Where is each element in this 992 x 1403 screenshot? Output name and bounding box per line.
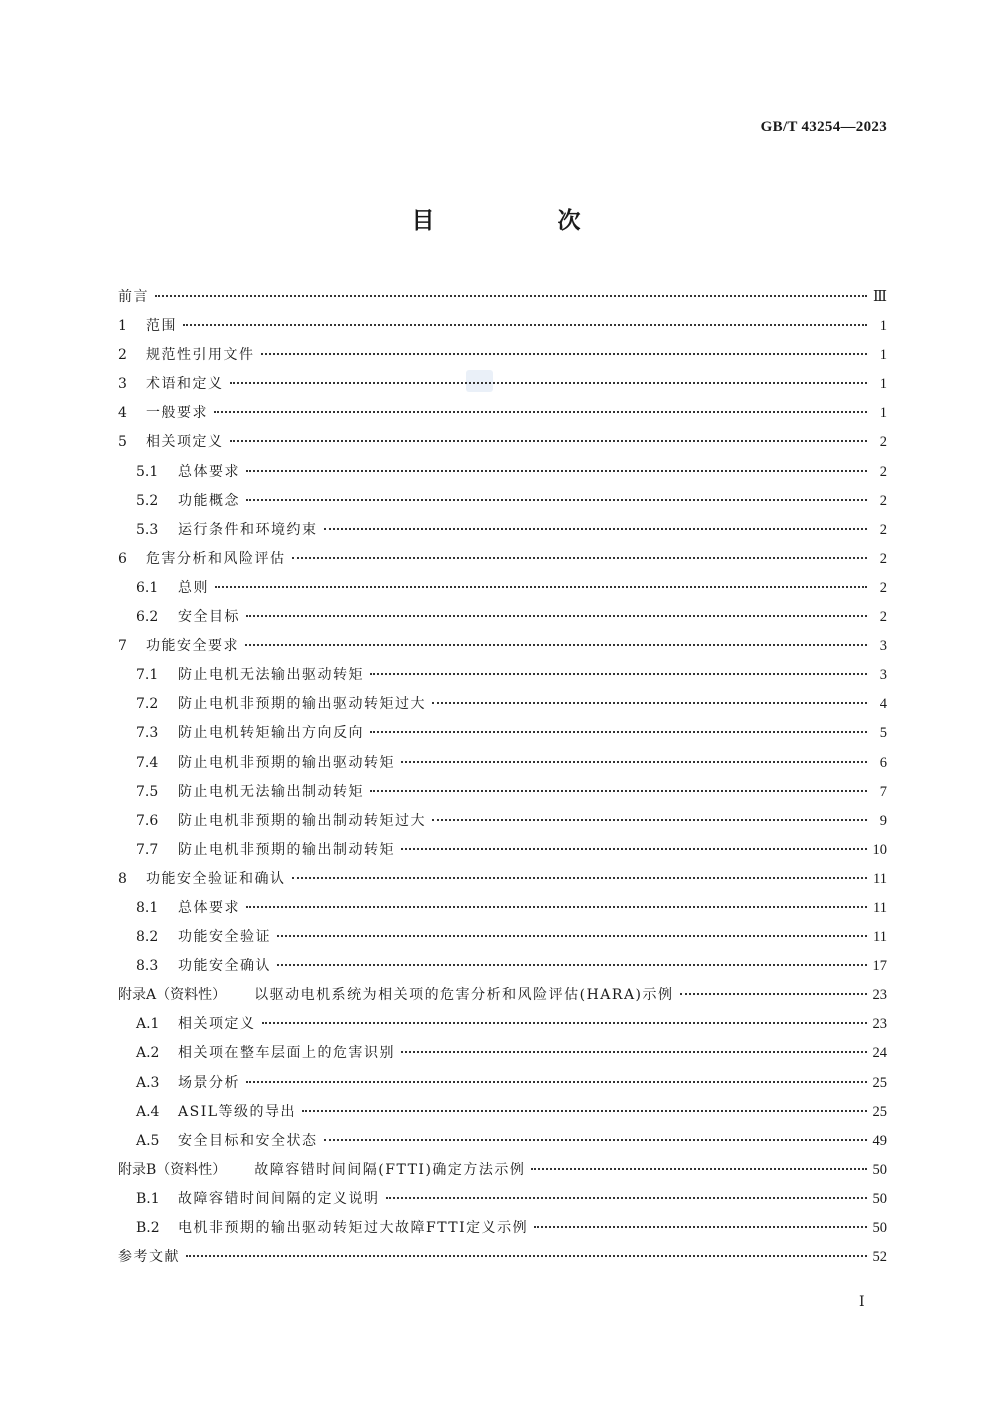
- toc-entry-label: 运行条件和环境约束: [178, 521, 318, 538]
- toc-entry-label: 防止电机非预期的输出驱动转矩: [178, 754, 395, 771]
- toc-entry-label: 危害分析和风险评估: [146, 550, 286, 567]
- toc-entry[interactable]: [118, 545, 887, 574]
- toc-entry[interactable]: [118, 807, 887, 836]
- toc-entry[interactable]: [118, 603, 887, 632]
- toc-entry-label: 总体要求: [178, 899, 240, 916]
- table-of-contents: [118, 283, 887, 1272]
- toc-entry-label: 范围: [146, 318, 177, 335]
- toc-entry-label: 相关项定义: [146, 434, 224, 451]
- toc-entry-label: ASIL等级的导出: [178, 1103, 297, 1120]
- toc-entry-page: 4: [879, 696, 887, 713]
- toc-entry-page: 9: [879, 812, 887, 829]
- toc-entry[interactable]: [118, 894, 887, 923]
- toc-entry-label: 总则: [178, 579, 209, 596]
- dot-leader: [215, 586, 867, 588]
- toc-entry[interactable]: [118, 1010, 887, 1039]
- toc-entry[interactable]: [118, 370, 887, 399]
- standard-code: GB/T 43254—2023: [760, 119, 887, 135]
- dot-leader: [324, 528, 868, 530]
- toc-entry[interactable]: [118, 778, 887, 807]
- dot-leader: [246, 906, 867, 908]
- dot-leader: [245, 644, 867, 646]
- dot-leader: [432, 819, 867, 821]
- toc-entry-number: 5.3: [136, 521, 159, 538]
- toc-entry[interactable]: [118, 865, 887, 894]
- toc-entry-page: 10: [872, 841, 887, 858]
- toc-entry-label: 相关项在整车层面上的危害识别: [178, 1045, 395, 1062]
- toc-entry-number: 7.5: [136, 783, 159, 800]
- toc-entry[interactable]: [118, 1098, 887, 1127]
- dot-leader: [432, 702, 867, 704]
- toc-entry[interactable]: [118, 632, 887, 661]
- toc-entry-number: B.1: [136, 1190, 160, 1207]
- dot-leader: [292, 877, 868, 879]
- toc-entry[interactable]: [118, 1039, 887, 1068]
- toc-entry[interactable]: [118, 312, 887, 341]
- toc-entry-number: A.4: [136, 1103, 160, 1120]
- toc-entry[interactable]: [118, 661, 887, 690]
- toc-entry[interactable]: [118, 428, 887, 457]
- toc-entry-page: 2: [879, 434, 887, 451]
- toc-entry-label: 功能安全要求: [146, 638, 239, 655]
- toc-entry-number: 6.2: [136, 609, 159, 626]
- toc-entry-label: 术语和定义: [146, 376, 224, 393]
- toc-entry-number: 7.1: [136, 667, 159, 684]
- toc-entry-page: 25: [872, 1074, 887, 1091]
- toc-entry-page: 1: [879, 376, 887, 393]
- toc-entry-number: 3: [118, 376, 127, 393]
- toc-entry-label: 安全目标: [178, 609, 240, 626]
- toc-entry-page: 50: [872, 1161, 887, 1178]
- toc-entry[interactable]: [118, 923, 887, 952]
- toc-entry-number: 8: [118, 870, 127, 887]
- toc-entry-number: 7.4: [136, 754, 159, 771]
- toc-entry-label: 故障容错时间间隔(FTTI)确定方法示例: [254, 1161, 526, 1178]
- toc-entry-page: 50: [872, 1220, 887, 1236]
- toc-entry-label: 一般要求: [146, 405, 208, 422]
- toc-entry-page: 23: [872, 987, 887, 1004]
- toc-entry-label: 安全目标和安全状态: [178, 1132, 318, 1149]
- toc-entry[interactable]: [118, 283, 887, 312]
- toc-entry[interactable]: [118, 341, 887, 370]
- toc-entry[interactable]: [118, 1243, 887, 1272]
- dot-leader: [401, 1051, 867, 1053]
- toc-entry-number: 1: [118, 318, 127, 335]
- toc-entry-page: 23: [872, 1016, 887, 1033]
- toc-entry-number: 5: [118, 434, 127, 451]
- toc-entry-number: 5.1: [136, 463, 159, 480]
- toc-entry-label: 功能安全验证和确认: [146, 870, 286, 887]
- dot-leader: [277, 964, 867, 966]
- toc-entry-number: 附录B（资料性）: [118, 1161, 227, 1178]
- dot-leader: [186, 1255, 867, 1257]
- toc-entry-page: 25: [872, 1103, 887, 1120]
- dot-leader: [370, 731, 867, 733]
- toc-entry-page: Ⅲ: [873, 289, 887, 305]
- dot-leader: [246, 1081, 867, 1083]
- toc-entry-number: 附录A（资料性）: [118, 987, 227, 1004]
- dot-leader: [370, 790, 867, 792]
- toc-entry-page: 2: [879, 463, 887, 480]
- toc-entry-label: 功能安全验证: [178, 929, 271, 946]
- toc-entry-number: A.1: [136, 1016, 160, 1033]
- toc-entry-page: 11: [873, 870, 887, 887]
- toc-entry-number: B.2: [136, 1220, 160, 1236]
- dot-leader: [246, 615, 867, 617]
- toc-entry[interactable]: [118, 458, 887, 487]
- toc-entry[interactable]: [118, 836, 887, 865]
- toc-entry-page: 1: [879, 318, 887, 335]
- toc-entry-label: 前言: [118, 289, 149, 305]
- dot-leader: [302, 1110, 866, 1112]
- dot-leader: [680, 993, 867, 995]
- dot-leader: [324, 1139, 867, 1141]
- toc-entry-page: 1: [879, 405, 887, 422]
- toc-entry-page: 24: [872, 1045, 887, 1062]
- toc-entry[interactable]: [118, 981, 887, 1010]
- toc-entry-label: 功能概念: [178, 492, 240, 509]
- toc-entry-page: 6: [879, 754, 887, 771]
- dot-leader: [401, 761, 867, 763]
- toc-entry-number: 7.7: [136, 841, 159, 858]
- dot-leader: [386, 1197, 867, 1199]
- toc-entry-page: 50: [872, 1190, 887, 1207]
- toc-entry-number: 8.3: [136, 958, 159, 975]
- toc-entry-label: 防止电机非预期的输出驱动转矩过大: [178, 696, 426, 713]
- dot-leader: [246, 499, 867, 501]
- dot-leader: [183, 324, 867, 326]
- toc-entry[interactable]: [118, 1156, 887, 1185]
- dot-leader: [214, 411, 867, 413]
- toc-entry-number: 8.2: [136, 929, 159, 946]
- toc-entry-page: 2: [879, 550, 887, 567]
- toc-entry-number: 4: [118, 405, 127, 422]
- toc-entry[interactable]: [118, 1127, 887, 1156]
- toc-entry[interactable]: [118, 399, 887, 428]
- toc-entry-label: 防止电机无法输出驱动转矩: [178, 667, 364, 684]
- toc-entry-number: 2: [118, 347, 127, 364]
- dot-leader: [531, 1168, 866, 1170]
- toc-entry[interactable]: [118, 516, 887, 545]
- toc-entry[interactable]: [118, 487, 887, 516]
- dot-leader: [261, 353, 868, 355]
- dot-leader: [262, 1022, 867, 1024]
- footer-page-number: Ⅰ: [859, 1295, 865, 1310]
- toc-entry[interactable]: [118, 690, 887, 719]
- toc-entry-page: 11: [873, 899, 887, 916]
- dot-leader: [370, 673, 867, 675]
- toc-entry-page: 2: [879, 521, 887, 538]
- toc-entry-page: 49: [872, 1132, 887, 1149]
- dot-leader: [230, 440, 868, 442]
- toc-entry[interactable]: [118, 1214, 887, 1243]
- toc-entry[interactable]: [118, 952, 887, 981]
- toc-entry-label: 以驱动电机系统为相关项的危害分析和风险评估(HARA)示例: [254, 987, 674, 1004]
- toc-entry-number: 6: [118, 550, 127, 567]
- toc-entry-label: 防止电机非预期的输出制动转矩过大: [178, 812, 426, 829]
- toc-entry-page: 1: [879, 347, 887, 364]
- toc-entry-label: 相关项定义: [178, 1016, 256, 1033]
- toc-entry[interactable]: [118, 1069, 887, 1098]
- toc-entry-page: 11: [873, 929, 887, 946]
- toc-entry-number: 6.1: [136, 579, 159, 596]
- toc-entry[interactable]: [118, 749, 887, 778]
- toc-entry-number: 8.1: [136, 899, 159, 916]
- toc-entry[interactable]: [118, 1185, 887, 1214]
- toc-entry-label: 电机非预期的输出驱动转矩过大故障FTTI定义示例: [178, 1220, 529, 1236]
- dot-leader: [246, 470, 867, 472]
- toc-entry-page: 52: [872, 1249, 887, 1266]
- toc-entry-page: 17: [872, 958, 887, 975]
- toc-entry-page: 5: [879, 725, 887, 742]
- toc-entry-label: 场景分析: [178, 1074, 240, 1091]
- toc-entry-label: 参考文献: [118, 1249, 180, 1266]
- toc-entry[interactable]: [118, 719, 887, 748]
- toc-entry-number: 7.6: [136, 812, 159, 829]
- toc-entry-number: 5.2: [136, 492, 159, 509]
- toc-entry-page: 2: [879, 492, 887, 509]
- dot-leader: [277, 935, 867, 937]
- dot-leader: [401, 848, 867, 850]
- toc-entry-number: A.5: [136, 1132, 160, 1149]
- toc-entry[interactable]: [118, 574, 887, 603]
- toc-entry-number: 7.3: [136, 725, 159, 742]
- toc-entry-label: 功能安全确认: [178, 958, 271, 975]
- dot-leader: [155, 295, 867, 297]
- toc-entry-label: 防止电机转矩输出方向反向: [178, 725, 364, 742]
- toc-entry-label: 防止电机无法输出制动转矩: [178, 783, 364, 800]
- toc-entry-page: 3: [879, 667, 887, 684]
- dot-leader: [292, 557, 868, 559]
- toc-entry-page: 2: [879, 579, 887, 596]
- dot-leader: [230, 382, 868, 384]
- toc-entry-label: 防止电机非预期的输出制动转矩: [178, 841, 395, 858]
- toc-entry-number: A.3: [136, 1074, 160, 1091]
- toc-entry-label: 总体要求: [178, 463, 240, 480]
- toc-entry-number: 7.2: [136, 696, 159, 713]
- toc-entry-number: A.2: [136, 1045, 160, 1062]
- page-title: 目 次: [411, 208, 631, 234]
- toc-entry-page: 3: [879, 638, 887, 655]
- toc-entry-page: 2: [879, 609, 887, 626]
- toc-entry-page: 7: [879, 783, 887, 800]
- toc-entry-label: 故障容错时间间隔的定义说明: [178, 1190, 380, 1207]
- toc-entry-number: 7: [118, 638, 127, 655]
- dot-leader: [534, 1226, 866, 1228]
- toc-entry-label: 规范性引用文件: [146, 347, 255, 364]
